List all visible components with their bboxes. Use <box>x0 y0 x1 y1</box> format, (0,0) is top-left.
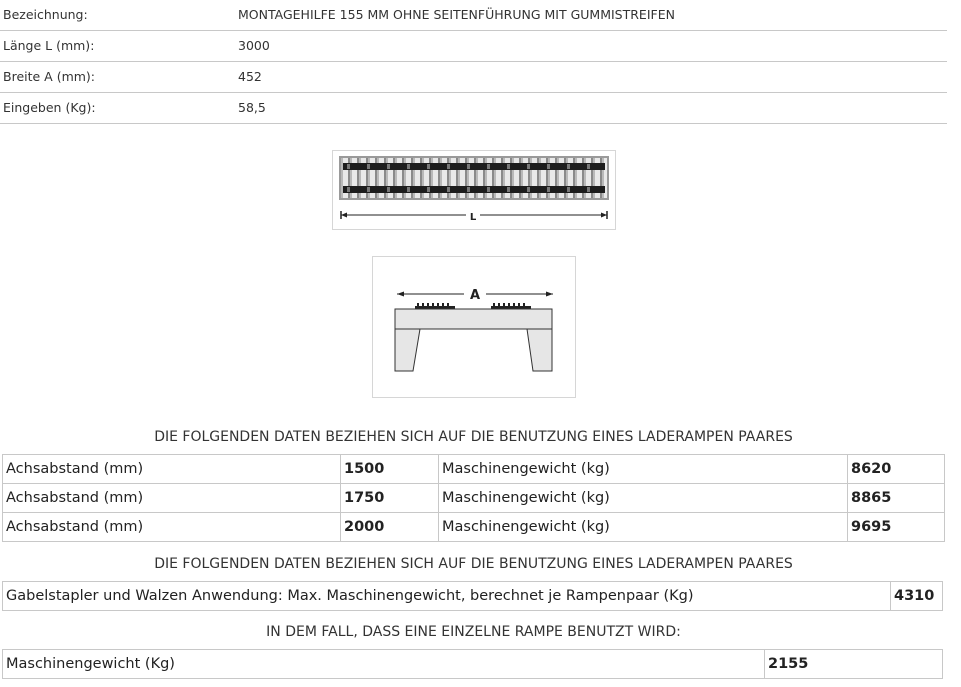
section1-caption: DIE FOLGENDEN DATEN BEZIEHEN SICH AUF DIE BENUTZUNG EINES LADERAMPEN PAARES <box>154 429 793 445</box>
ramp-top-view-drawing <box>333 151 615 229</box>
spec-value: 58,5 <box>238 100 266 115</box>
forklift-table <box>2 581 943 611</box>
cell-value: 2000 <box>341 513 439 542</box>
dimension-label-l: L <box>469 212 477 223</box>
spec-row-breite <box>0 62 947 93</box>
cell-value: 9695 <box>848 513 945 542</box>
ramp-cross-section-image <box>372 256 576 398</box>
axle-distance-table <box>2 454 945 542</box>
cell-value: 1750 <box>341 484 439 513</box>
cell-value: 2155 <box>765 650 943 679</box>
spec-row-bezeichnung <box>0 0 947 31</box>
table-row <box>3 513 945 542</box>
cell-label: Maschinengewicht (Kg) <box>3 650 765 679</box>
cell-value: 4310 <box>891 582 943 611</box>
cell-label: Achsabstand (mm) <box>3 513 341 542</box>
single-ramp-table <box>2 649 943 679</box>
cell-label: Maschinengewicht (kg) <box>439 455 848 484</box>
spec-row-laenge <box>0 31 947 62</box>
cell-value: 1500 <box>341 455 439 484</box>
spec-label: Länge L (mm): <box>3 38 95 53</box>
dimension-label-a: A <box>469 288 481 303</box>
ramp-top-view-image <box>332 150 616 230</box>
cell-label: Maschinengewicht (kg) <box>439 484 848 513</box>
table-row <box>3 650 943 679</box>
spec-label: Eingeben (Kg): <box>3 100 96 115</box>
section2-caption: DIE FOLGENDEN DATEN BEZIEHEN SICH AUF DIE BENUTZUNG EINES LADERAMPEN PAARES <box>154 556 793 572</box>
spec-value: 452 <box>238 69 262 84</box>
table-row <box>3 484 945 513</box>
cell-label: Achsabstand (mm) <box>3 455 341 484</box>
spec-label: Breite A (mm): <box>3 69 96 84</box>
spec-row-gewicht <box>0 93 947 124</box>
cell-value: 8620 <box>848 455 945 484</box>
cell-label: Maschinengewicht (kg) <box>439 513 848 542</box>
cell-value: 8865 <box>848 484 945 513</box>
cell-label: Achsabstand (mm) <box>3 484 341 513</box>
spec-list <box>0 0 947 124</box>
table-row <box>3 455 945 484</box>
table-row <box>3 582 943 611</box>
cell-label: Gabelstapler und Walzen Anwendung: Max. Maschinengewicht, berechnet je Rampenpaar (Kg) <box>3 582 891 611</box>
spec-value: MONTAGEHILFE 155 MM OHNE SEITENFÜHRUNG MIT GUMMISTREIFEN <box>238 7 675 22</box>
ramp-cross-section-drawing <box>373 257 575 397</box>
section3-caption: IN DEM FALL, DASS EINE EINZELNE RAMPE BENUTZT WIRD: <box>266 624 681 640</box>
spec-value: 3000 <box>238 38 270 53</box>
spec-label: Bezeichnung: <box>3 7 88 22</box>
